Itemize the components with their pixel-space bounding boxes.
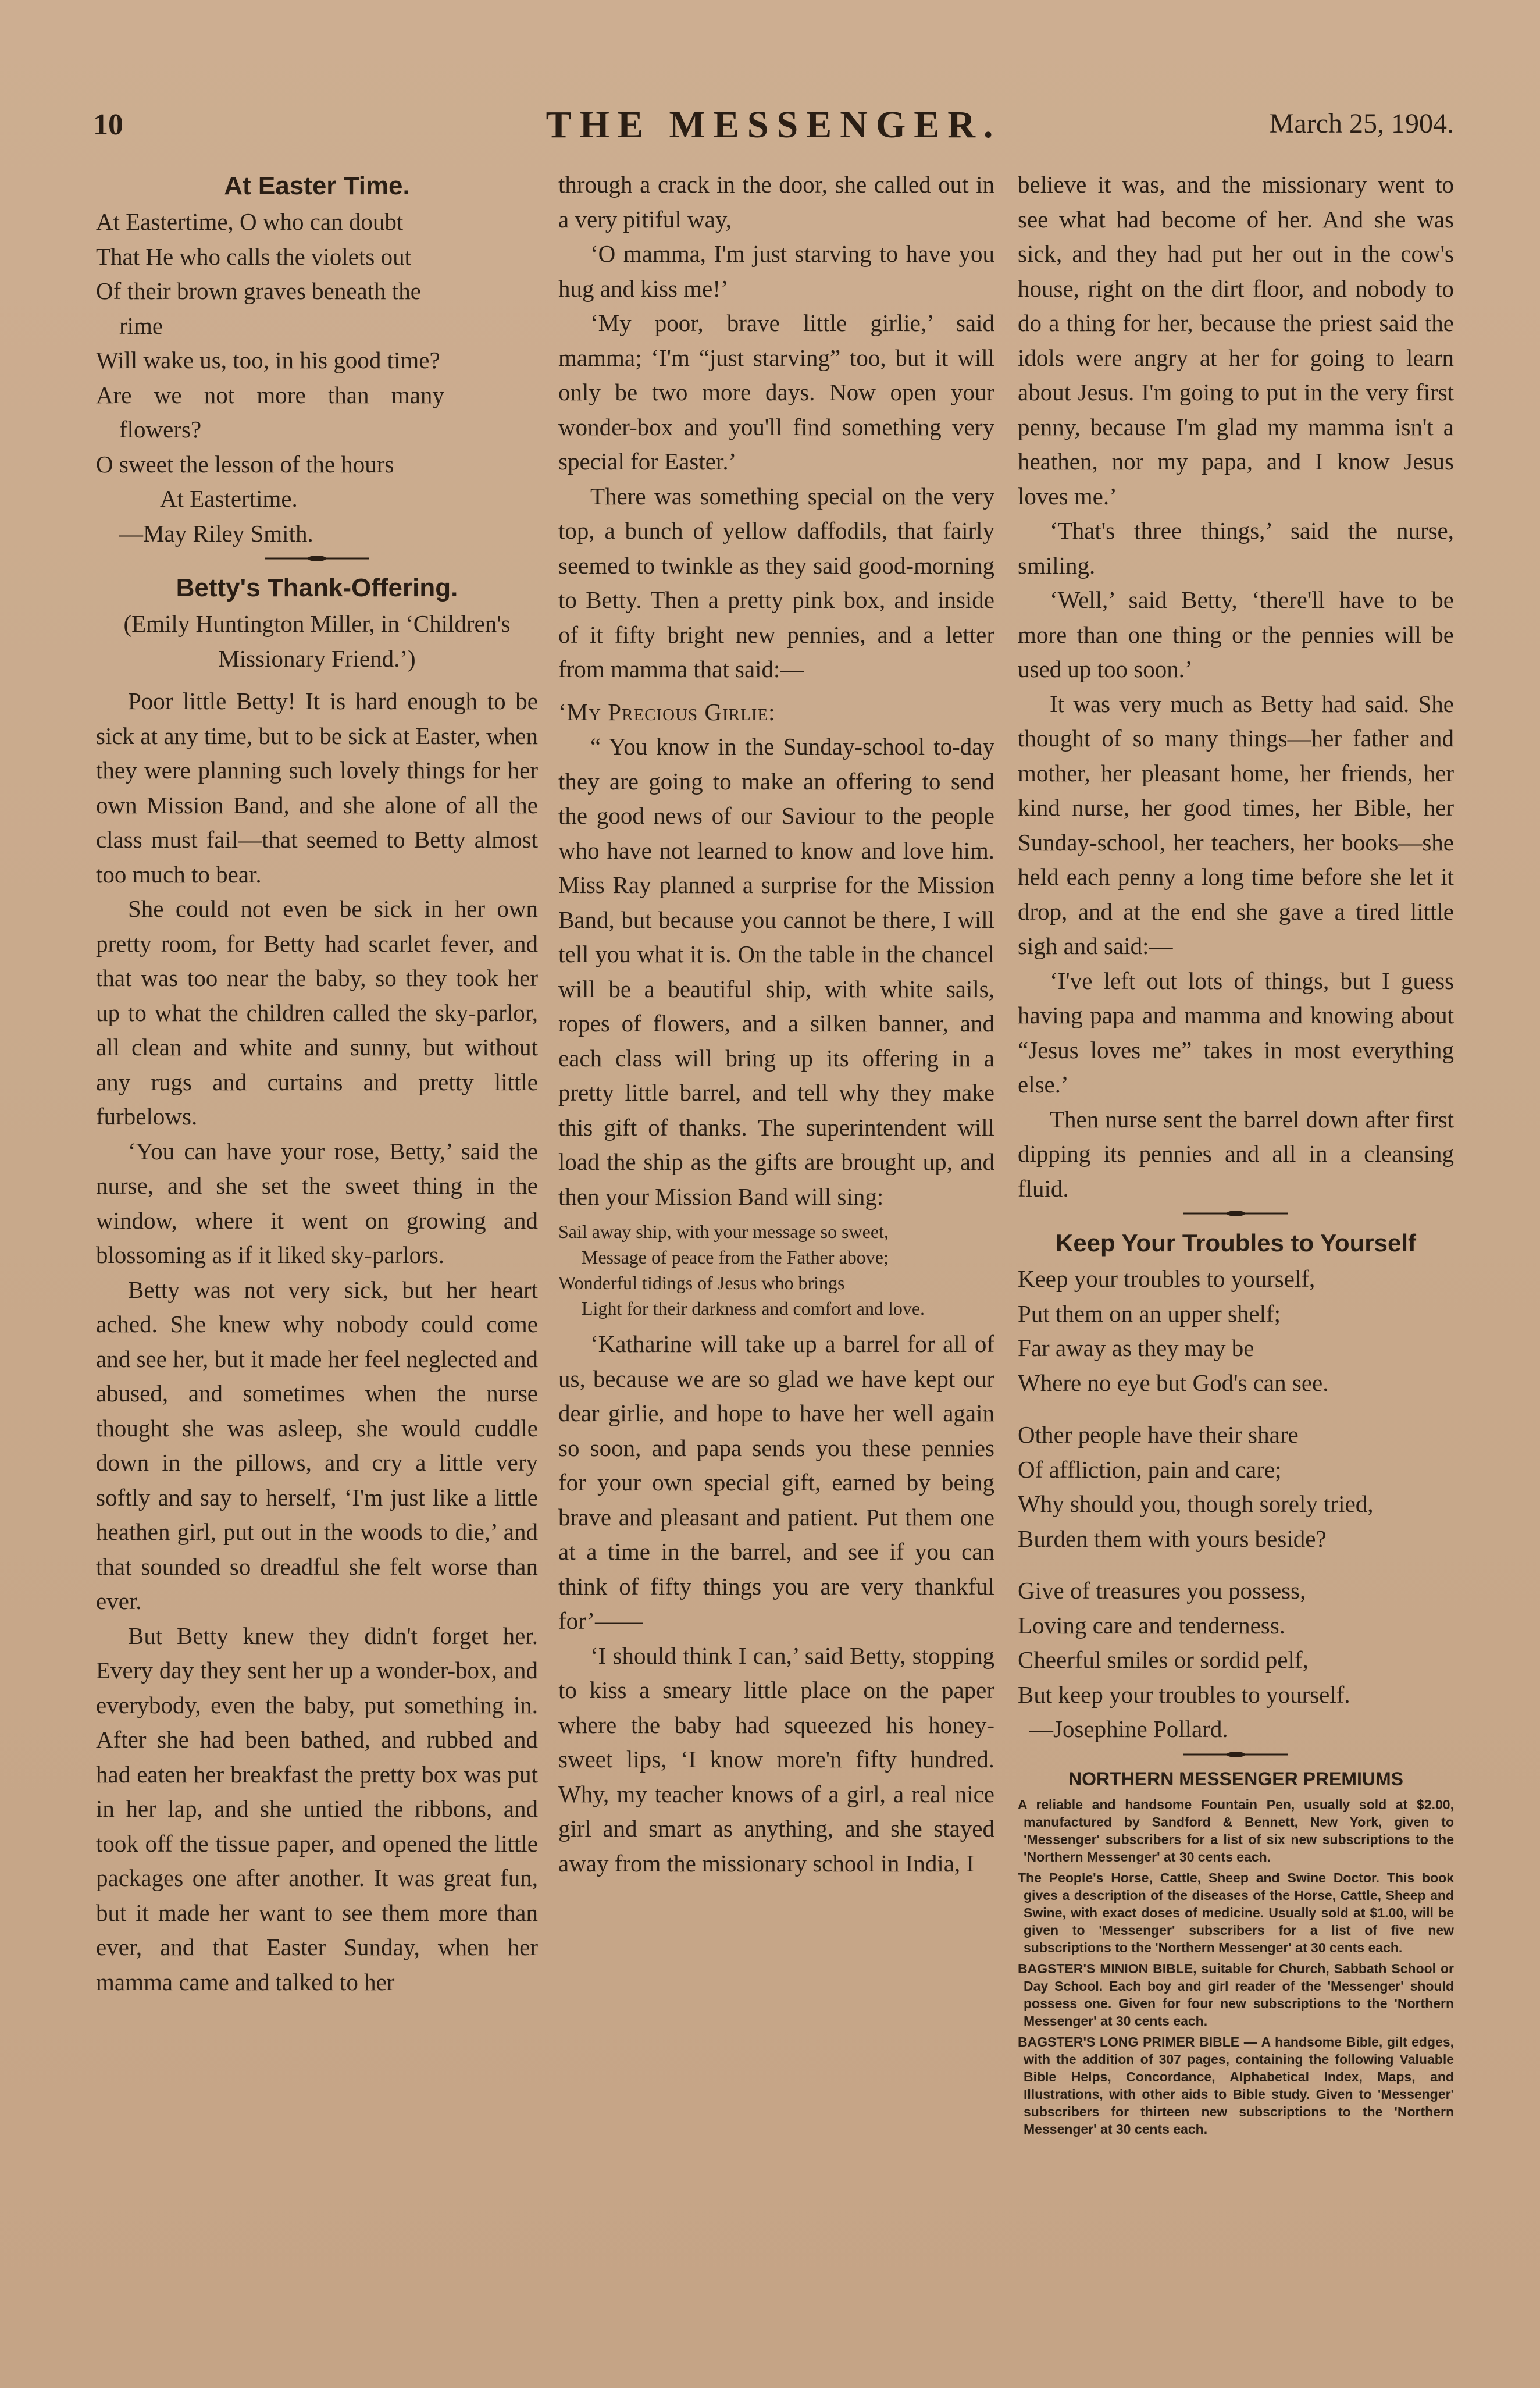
paragraph: Poor little Betty! It is hard enough to be sick at any time, but to be sick at Easter, when they were planning such lovely things for her own Mission Band, and she alone of all the class must fail—that seemed to Betty almost too much to bear. (96, 688, 538, 888)
story-byline: (Emily Huntington Miller, in ‘Children's Missionary Friend.’) (123, 610, 511, 672)
premium-item: BAGSTER'S LONG PRIMER BIBLE — A handsome Bible, gilt edges, with the addition of 307 pages, containing the following Valuable Bible Helps, Concordance, Alphabetical Index, Maps, and Illustrations, with other aids to Bible study. Given to 'Messenger' subscribers for thirteen new subscriptions to the 'Northern Messenger' at 30 cents each. (1018, 2034, 1454, 2137)
paragraph: It was very much as Betty had said. She thought of so many things—her father and mother, her pleasant home, her friends, her kind nurse, her good times, her Bible, her Sunday-school, her teachers, her books—she held each penny a long time before she let it drop, and at the end she gave a tired little sigh and said:— (1018, 690, 1454, 959)
poem-line: Burden them with yours beside? (1018, 1525, 1327, 1552)
paragraph: ‘Well,’ said Betty, ‘there'll have to be more than one thing or the pennies will be used up too soon.’ (1018, 586, 1454, 682)
paragraph: Then nurse sent the barrel down after first dipping its pennies and all in a cleansing fluid. (1018, 1105, 1454, 1202)
page-number: 10 (93, 108, 123, 141)
story-title: Betty's Thank-Offering. (176, 574, 458, 602)
poem-line: Other people have their share (1018, 1421, 1299, 1448)
poem-line: But keep your troubles to yourself. (1018, 1681, 1350, 1708)
poem-line: rime (119, 312, 163, 339)
poem-line: Loving care and tenderness. (1018, 1611, 1285, 1639)
poem-line: Far away as they may be (1018, 1334, 1254, 1361)
paragraph: ‘O mamma, I'm just starving to have you hug and kiss me!’ (558, 240, 994, 302)
poem-line: Put them on an upper shelf; (1018, 1300, 1281, 1327)
poem-author: —Josephine Pollard. (1029, 1716, 1228, 1742)
paragraph: through a crack in the door, she called out in a very pitiful way, (558, 171, 994, 233)
poem-line: At Eastertime. (160, 485, 298, 512)
poem-line: Why should you, though sorely tried, (1018, 1490, 1374, 1517)
poem-line: Of affliction, pain and care; (1018, 1455, 1282, 1483)
troubles-poem (1018, 1262, 1454, 1747)
hymn-line: Sail away ship, with your message so sweet, (558, 1221, 889, 1242)
paragraph: Betty was not very sick, but her heart ached. She knew why nobody could come and see her, but it made her feel neglected and abused, and sometimes when the nurse thought she was asleep, she would cuddle down in the pillows, and cry a little very softly and say to herself, ‘I'm just like a little heathen girl, put out in the woods to die,’ and that sounded so dreadful she felt worse than ever. (96, 1276, 538, 1614)
hymn-line: Wonderful tidings of Jesus who brings (558, 1272, 845, 1293)
page-header (93, 104, 1454, 160)
paragraph: ‘I've left out lots of things, but I guess having papa and mamma and knowing about “Jesus loves me” takes in most everything else.’ (1018, 967, 1454, 1098)
poem-line: Where no eye but God's can see. (1018, 1369, 1329, 1396)
poem-line: At Eastertime, O who can doubt (96, 208, 404, 235)
poem-line: Of their brown graves beneath the (96, 277, 421, 304)
paragraph: But Betty knew they didn't forget her. Every day they sent her up a wonder-box, and everybody, even the baby, put something in. After she had been bathed, and rubbed and had eaten her breakfast the pretty box was put in her lap, and she untied the ribbons, and took off the tissue paper, and opened the little packages one after another. It was great fun, but it made her want to see them more than ever, and that Easter Sunday, when her mamma came and talked to her (96, 1622, 538, 1995)
poem-line: Cheerful smiles or sordid pelf, (1018, 1646, 1309, 1673)
easter-poem-title: At Easter Time. (224, 172, 410, 200)
premium-item: The People's Horse, Cattle, Sheep and Swine Doctor. This book gives a description of the diseases of the Horse, Cattle, Sheep and Swine, with exact doses of medicine. Usually sold at $1.00, will be given to 'Messenger' subscribers for a list of five new subscriptions to the 'Northern Messenger' at 30 cents each. (1018, 1870, 1454, 1955)
hymn-line: Message of peace from the Father above; (582, 1247, 889, 1268)
poem-line: flowers? (119, 416, 202, 443)
poem-line: Give of treasures you possess, (1018, 1577, 1306, 1604)
premium-item: BAGSTER'S MINION BIBLE, suitable for Church, Sabbath School or Day School. Each boy and girl reader of the 'Messenger' should possess one. Given for four new subscriptions to the 'Northern Messenger' at 30 cents each. (1018, 1960, 1454, 2028)
premiums-title: NORTHERN MESSENGER PREMIUMS (1068, 1768, 1404, 1789)
easter-poem (96, 205, 538, 551)
paragraph: She could not even be sick in her own pretty room, for Betty had scarlet fever, and that was too near the baby, so they took her up to what the children called the sky-parlor, all clean and white and sunny, but without any rugs and curtains and pretty little furbelows. (96, 895, 538, 1130)
letter-paragraph: “ You know in the Sunday-school to-day they are going to make an offering to send the good news of our Saviour to the people who have not learned to know and love him. Miss Ray planned a surprise for the Mission Band, but because you cannot be there, I will tell you what it is. On the table in the chancel will be a beautiful ship, with white sails, ropes of flowers, and a silken banner, and each class will bring up its offering in a pretty little barrel, and tell why they make this gift of thanks. The superintendent will load the ship as the gifts are brought up, and then your Mission Band will sing: (558, 733, 994, 1210)
hymn-line: Light for their darkness and comfort and love. (582, 1298, 925, 1319)
section-divider (265, 553, 369, 564)
troubles-poem-title: Keep Your Troubles to Yourself (1055, 1229, 1416, 1257)
column-3 (1018, 168, 1454, 2308)
poem-line: That He who calls the violets out (96, 243, 411, 270)
section-divider (1183, 1749, 1288, 1760)
hymn-verse (558, 1219, 994, 1321)
poem-line: Are we not more than many (96, 381, 444, 408)
paragraph: ‘That's three things,’ said the nurse, smiling. (1018, 517, 1454, 579)
issue-date: March 25, 1904. (1269, 108, 1454, 139)
column-1 (96, 168, 538, 2308)
section-divider (1183, 1208, 1288, 1219)
poem-author: —May Riley Smith. (119, 519, 313, 547)
paragraph: ‘I should think I can,’ said Betty, stopping to kiss a smeary little place on the paper where the baby had squeezed his honey-sweet lips, ‘I know more'n fifty hundred. Why, my teacher knows of a girl, a real nice girl and smart as anything, and she stayed away from the missionary school in India, I (558, 1642, 994, 1877)
paragraph: ‘My poor, brave little girlie,’ said mamma; ‘I'm “just starving” too, but it will only be two more days. Now open your wonder-box and you'll find something very special for Easter.’ (558, 309, 994, 475)
column-2 (558, 168, 994, 2308)
paragraph: There was something special on the very top, a bunch of yellow daffodils, that fairly seemed to twinkle as they said good-morning to Betty. Then a pretty pink box, and inside of it fifty bright new pennies, and a letter from mamma that said:— (558, 482, 994, 682)
letter-salutation: ‘My Precious Girlie: (558, 698, 776, 725)
masthead-title: THE MESSENGER. (546, 104, 1001, 146)
poem-line: Will wake us, too, in his good time? (96, 347, 440, 373)
premium-item: A reliable and handsome Fountain Pen, usually sold at $2.00, manufactured by Sandford & Bennett, New York, given to 'Messenger' subscribers for a list of six new subscriptions to the 'Northern Messenger' at 30 cents each. (1018, 1796, 1454, 1864)
paragraph: ‘You can have your rose, Betty,’ said the nurse, and she set the sweet thing in the window, where it went on growing and blossoming as if it liked sky-parlors. (96, 1137, 538, 1268)
poem-line: O sweet the lesson of the hours (96, 450, 394, 478)
paragraph: ‘Katharine will take up a barrel for all of us, because we are so glad we have kept our dear girlie, and hope to have her well again so soon, and papa sends you these pennies for your own special gift, earned by being brave and pleasant and patient. Put them one at a time in the barrel, and see if you can think of fifty things you are very thankful for’—— (558, 1330, 994, 1634)
paragraph: believe it was, and the missionary went to see what had become of her. And she was sick, and they had put her out in the cow's house, right on the dirt floor, and nobody to do a thing for her, because the priest said the idols were angry at her for going to learn about Jesus. I'm going to put in the very first penny, because I'm glad my mamma isn't a heathen, nor my papa, and I know Jesus loves me.’ (1018, 171, 1454, 510)
poem-line: Keep your troubles to yourself, (1018, 1265, 1316, 1292)
